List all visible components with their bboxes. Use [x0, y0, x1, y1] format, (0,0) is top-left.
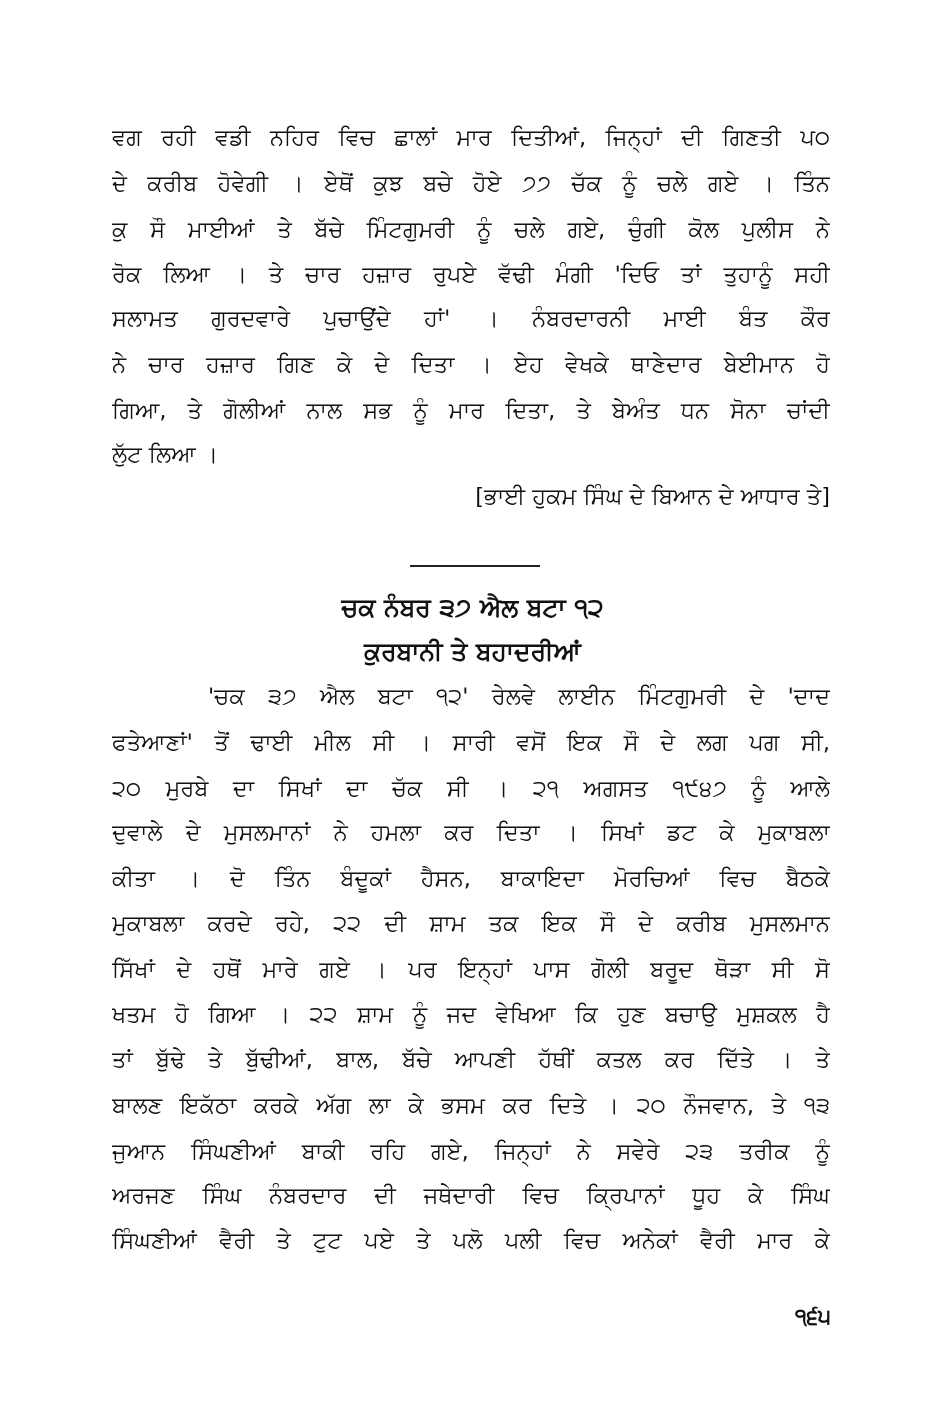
paragraph-1-line-5: ਸਲਾਮਤ ਗੁਰਦਵਾਰੇ ਪੁਚਾਉਂਦੇ ਹਾਂ' । ਨੰਬਰਦਾਰਨੀ ਮਾਈ ਬੰਤ ਕੌਰ	[112, 306, 830, 332]
section-title: ਚਕ ਨੰਬਰ ੩੭ ਐਲ ਬਟਾ ੧੨	[341, 593, 604, 622]
paragraph-2-line-5: ਕੀਤਾ । ਦੋ ਤਿੰਨ ਬੰਦੂਕਾਂ ਹੈਸਨ, ਬਾਕਾਇਦਾ ਮੋਰਚਿਆਂ ਵਿਚ ਬੈਠਕੇ	[112, 866, 830, 892]
paragraph-2-line-3: ੨੦ ਮੁਰਬੇ ਦਾ ਸਿਖਾਂ ਦਾ ਚੱਕ ਸੀ । ੨੧ ਅਗਸਤ ੧੯੪੭ ਨੂੰ ਆਲੇ	[112, 776, 830, 802]
paragraph-2-line-4: ਦੁਵਾਲੇ ਦੇ ਮੁਸਲਮਾਨਾਂ ਨੇ ਹਮਲਾ ਕਰ ਦਿਤਾ । ਸਿਖਾਂ ਡਟ ਕੇ ਮੁਕਾਬਲਾ	[112, 820, 830, 846]
paragraph-1-line-7: ਗਿਆ, ਤੇ ਗੋਲੀਆਂ ਨਾਲ ਸਭ ਨੂੰ ਮਾਰ ਦਿਤਾ, ਤੇ ਬੇਅੰਤ ਧਨ ਸੋਨਾ ਚਾਂਦੀ	[112, 398, 830, 424]
source-citation: [ਭਾਈ ਹੁਕਮ ਸਿੰਘ ਦੇ ਬਿਆਨ ਦੇ ਆਧਾਰ ਤੇ]	[475, 484, 830, 510]
paragraph-1-line-4: ਰੋਕ ਲਿਆ । ਤੇ ਚਾਰ ਹਜ਼ਾਰ ਰੁਪਏ ਵੱਢੀ ਮੰਗੀ 'ਦਿਓ ਤਾਂ ਤੁਹਾਨੂੰ ਸਹੀ	[112, 262, 830, 288]
paragraph-2-line-10: ਬਾਲਣ ਇਕੱਠਾ ਕਰਕੇ ਅੱਗ ਲਾ ਕੇ ਭਸਮ ਕਰ ਦਿਤੇ । ੨੦ ਨੌਜਵਾਨ, ਤੇ ੧੩	[112, 1093, 830, 1119]
section-divider	[410, 565, 540, 567]
paragraph-2-line-9: ਤਾਂ ਬੁੱਢੇ ਤੇ ਬੁੱਢੀਆਂ, ਬਾਲ, ਬੱਚੇ ਆਪਣੀ ਹੱਥੀਂ ਕਤਲ ਕਰ ਦਿੱਤੇ । ਤੇ	[112, 1047, 830, 1073]
paragraph-2-line-2: ਫਤੇਆਣਾਂ' ਤੋਂ ਢਾਈ ਮੀਲ ਸੀ । ਸਾਰੀ ਵਸੋਂ ਇਕ ਸੌ ਦੇ ਲਗ ਪਗ ਸੀ,	[112, 730, 830, 756]
paragraph-2-line-7: ਸਿੱਖਾਂ ਦੇ ਹਥੋਂ ਮਾਰੇ ਗਏ । ਪਰ ਇਨ੍ਹਾਂ ਪਾਸ ਗੋਲੀ ਬਰੂਦ ਥੋੜਾ ਸੀ ਸੋ	[112, 957, 830, 983]
paragraph-2-line-8: ਖਤਮ ਹੋ ਗਿਆ । ੨੨ ਸ਼ਾਮ ਨੂੰ ਜਦ ਵੇਖਿਆ ਕਿ ਹੁਣ ਬਚਾਉ ਮੁਸ਼ਕਲ ਹੈ	[112, 1002, 830, 1028]
paragraph-2-line-6: ਮੁਕਾਬਲਾ ਕਰਦੇ ਰਹੇ, ੨੨ ਦੀ ਸ਼ਾਮ ਤਕ ਇਕ ਸੌ ਦੇ ਕਰੀਬ ਮੁਸਲਮਾਨ	[112, 911, 830, 937]
page-number: ੧੬੫	[794, 1305, 831, 1330]
paragraph-2-line-12: ਅਰਜਣ ਸਿੰਘ ਨੰਬਰਦਾਰ ਦੀ ਜਥੇਦਾਰੀ ਵਿਚ ਕ੍ਰਿਪਾਨਾਂ ਧੂਹ ਕੇ ਸਿੰਘ	[112, 1183, 830, 1209]
paragraph-1-line-2: ਦੇ ਕਰੀਬ ਹੋਵੇਗੀ । ਏਥੋਂ ਕੁਝ ਬਚੇ ਹੋਏ ੭੭ ਚੱਕ ਨੂੰ ਚਲੇ ਗਏ । ਤਿੰਨ	[112, 171, 830, 197]
paragraph-1-line-6: ਨੇ ਚਾਰ ਹਜ਼ਾਰ ਗਿਣ ਕੇ ਦੇ ਦਿਤਾ । ਏਹ ਵੇਖਕੇ ਥਾਣੇਦਾਰ ਬੇਈਮਾਨ ਹੋ	[112, 352, 830, 378]
section-subtitle: ਕੁਰਬਾਨੀ ਤੇ ਬਹਾਦਰੀਆਂ	[364, 637, 581, 666]
paragraph-2-line-11: ਜੁਆਨ ਸਿੰਘਣੀਆਂ ਬਾਕੀ ਰਹਿ ਗਏ, ਜਿਨ੍ਹਾਂ ਨੇ ਸਵੇਰੇ ੨੩ ਤਰੀਕ ਨੂੰ	[112, 1139, 830, 1165]
paragraph-2-line-1: 'ਚਕ ੩੭ ਐਲ ਬਟਾ ੧੨' ਰੇਲਵੇ ਲਾਈਨ ਮਿੰਟਗੁਮਰੀ ਦੇ 'ਦਾਦ	[208, 684, 830, 710]
paragraph-1-line-1: ਵਗ ਰਹੀ ਵਡੀ ਨਹਿਰ ਵਿਚ ਛਾਲਾਂ ਮਾਰ ਦਿਤੀਆਂ, ਜਿਨ੍ਹਾਂ ਦੀ ਗਿਣਤੀ ਪ੦	[112, 125, 830, 151]
paragraph-1-line-8: ਲੁੱਟ ਲਿਆ ।	[112, 442, 219, 468]
paragraph-1-line-3: ਕੁ ਸੌ ਮਾਈਆਂ ਤੇ ਬੱਚੇ ਮਿੰਟਗੁਮਰੀ ਨੂੰ ਚਲੇ ਗਏ, ਚੁੰਗੀ ਕੋਲ ਪੁਲੀਸ ਨੇ	[112, 217, 830, 243]
paragraph-2-line-13: ਸਿੰਘਣੀਆਂ ਵੈਰੀ ਤੇ ਟੁਟ ਪਏ ਤੇ ਪਲੋ ਪਲੀ ਵਿਚ ਅਨੇਕਾਂ ਵੈਰੀ ਮਾਰ ਕੇ	[112, 1228, 830, 1254]
